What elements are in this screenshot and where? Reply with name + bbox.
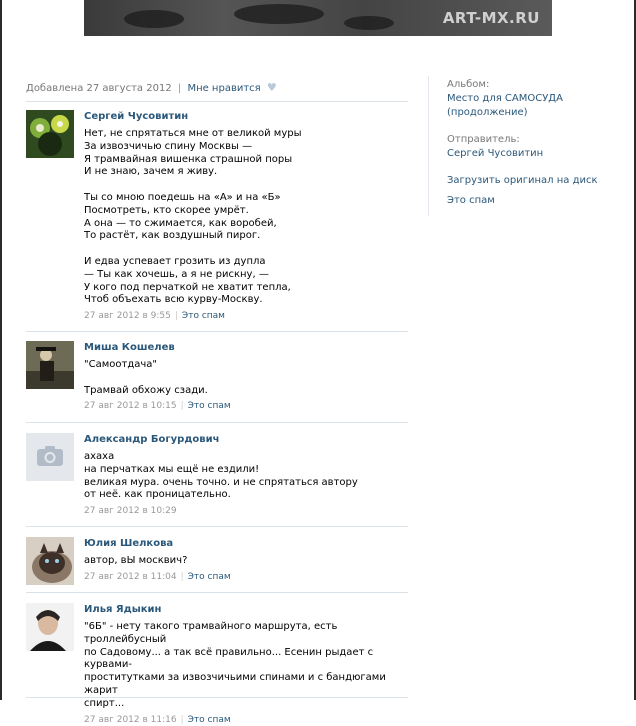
added-date: Добавлена 27 августа 2012 <box>26 83 172 94</box>
sender-label: Отправитель: <box>447 134 520 145</box>
footer-separator: | <box>180 401 184 412</box>
report-spam-link[interactable]: Это спам <box>447 195 495 206</box>
comment-author[interactable]: Сергей Чусовитин <box>84 111 189 122</box>
like-button[interactable]: Мне нравится <box>187 83 261 94</box>
photo-shape <box>234 4 324 24</box>
avatar[interactable] <box>26 537 74 585</box>
download-original-link[interactable]: Загрузить оригинал на диск <box>447 175 598 186</box>
comment-author[interactable]: Александр Богурдович <box>84 434 220 445</box>
photo-sidebar <box>447 78 627 208</box>
album-label: Альбом: <box>447 79 490 90</box>
divider <box>26 331 408 332</box>
meta-separator: | <box>177 83 182 94</box>
comment-spam-link[interactable]: Это спам <box>187 401 231 412</box>
divider <box>26 422 408 423</box>
divider <box>26 101 408 102</box>
photo-image[interactable] <box>84 0 552 36</box>
avatar[interactable] <box>26 603 74 651</box>
footer-separator: | <box>174 311 178 322</box>
comment-spam-link[interactable]: Это спам <box>187 714 231 725</box>
window-frame-left <box>0 0 2 700</box>
comment-text: "Самоотдача" Трамвай обхожу сзади. <box>84 359 208 396</box>
comment-date[interactable]: 27 авг 2012 в 10:15 <box>84 401 177 412</box>
comment-text: ахаха на перчатках мы ещё не ездили! великая мура. очень точно. и не спрятаться автору от неё. как проницательно. <box>84 451 358 501</box>
comment-date[interactable]: 27 авг 2012 в 10:29 <box>84 506 177 517</box>
comment-text: автор, вЫ москвич? <box>84 555 188 566</box>
comment-author[interactable]: Миша Кошелев <box>84 342 175 353</box>
divider <box>26 697 408 698</box>
avatar[interactable] <box>26 341 74 389</box>
comment-date[interactable]: 27 авг 2012 в 11:04 <box>84 571 177 582</box>
comment-date[interactable]: 27 авг 2012 в 9:55 <box>84 311 171 322</box>
photo-meta <box>26 81 277 94</box>
comment-author[interactable]: Илья Ядыкин <box>84 604 162 615</box>
avatar-placeholder[interactable] <box>26 433 74 481</box>
sender-link[interactable]: Сергей Чусовитин <box>447 148 544 159</box>
heart-icon[interactable]: ♥ <box>266 81 277 94</box>
comment-spam-link[interactable]: Это спам <box>187 571 231 582</box>
comment-text: Нет, не спрятаться мне от великой муры За извозчичью спину Москвы — Я трамвайная вишенка страшной поры И не знаю, зачем я живу. Ты со мною поедешь на «А» и на «Б» Посмотреть, кто скорее умрёт. А она — то сжимается, как воробей, То растёт, как воздушный пирог. И едва успевает грозить из дупла — Ты как хочешь, а я не рискну, — У кого под перчаткой не хватит тепла, Чтоб объехать всю курву-Москву. <box>84 128 302 306</box>
comment-author[interactable]: Юлия Шелкова <box>84 538 174 549</box>
photo-shape <box>124 10 184 28</box>
footer-separator: | <box>180 714 184 725</box>
photo-shape <box>344 16 394 30</box>
footer-separator: | <box>180 571 184 582</box>
divider <box>26 592 408 593</box>
avatar[interactable] <box>26 110 74 158</box>
comment-text: "6Б" - нету такого трамвайного маршрута, есть троллейбусный по Садовому... а так всё правильно... Есенин рыдает с курвами- проститутками за извозчичьими спинами и с бандюгами жарит спирт... <box>84 621 386 709</box>
divider <box>26 526 408 527</box>
comment-date[interactable]: 27 авг 2012 в 11:16 <box>84 714 177 725</box>
comment-spam-link[interactable]: Это спам <box>181 311 225 322</box>
sidebar-divider <box>428 76 429 216</box>
photo-watermark: ART-MX.RU <box>442 9 540 27</box>
camera-icon <box>36 445 64 470</box>
album-link[interactable]: Место для САМОСУДА (продолжение) <box>447 93 563 118</box>
